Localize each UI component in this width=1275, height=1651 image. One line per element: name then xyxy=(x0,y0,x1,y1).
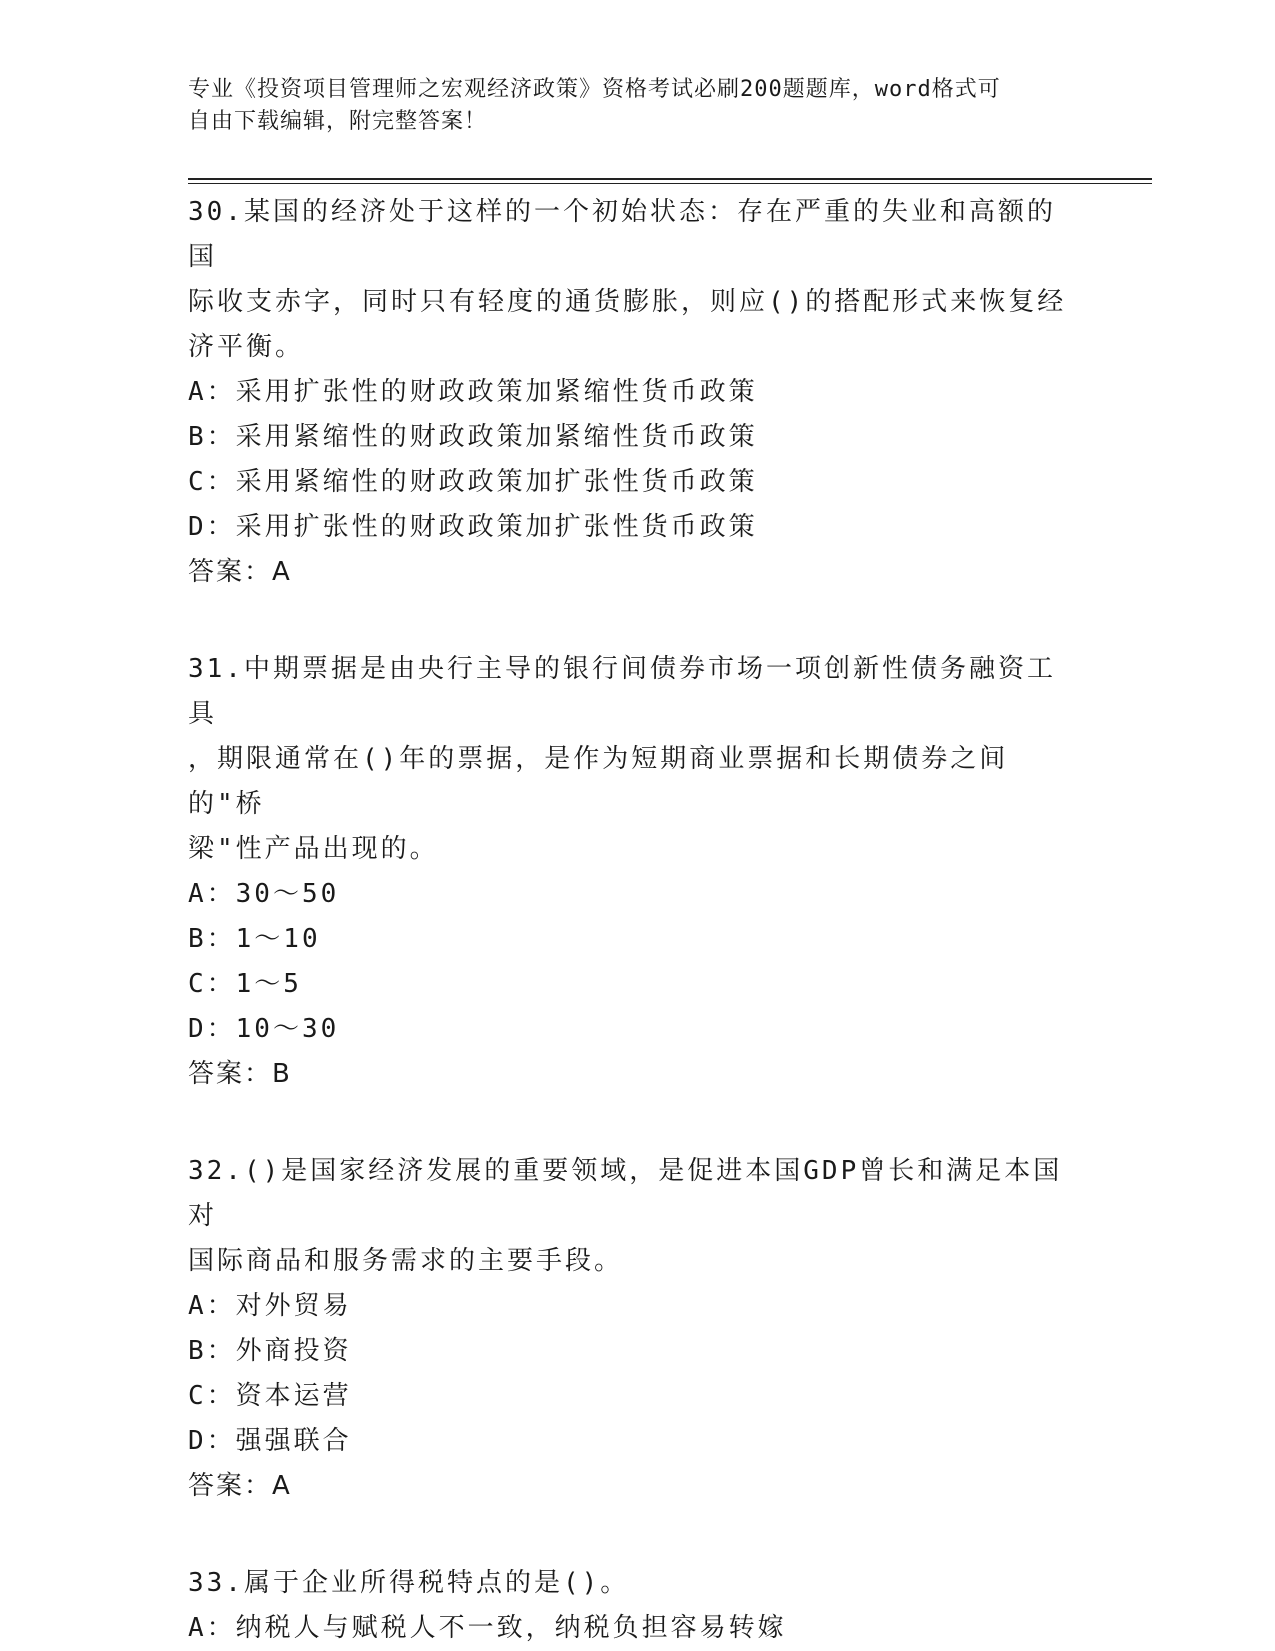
question-stem-line: 32.()是国家经济发展的重要领域，是促进本国GDP曾长和满足本国对 xyxy=(188,1156,1063,1231)
option-a: A：采用扩张性的财政政策加紧缩性货币政策 xyxy=(188,377,758,407)
option-c: C：采用紧缩性的财政政策加扩张性货币政策 xyxy=(188,467,758,497)
option-d: D：采用扩张性的财政政策加扩张性货币政策 xyxy=(188,512,758,542)
answer-line: 答案：B xyxy=(188,1059,292,1089)
answer-line: 答案：A xyxy=(188,1471,292,1501)
question-spacer xyxy=(188,1509,1068,1561)
answer-line: 答案：A xyxy=(188,557,292,587)
question-33 xyxy=(188,1561,1068,1651)
question-stem-line: ，期限通常在()年的票据，是作为短期商业票据和长期债券之间的"桥 xyxy=(188,744,1009,819)
question-spacer xyxy=(188,1097,1068,1149)
question-stem-line: 33.属于企业所得税特点的是()。 xyxy=(188,1568,630,1598)
document-header xyxy=(188,74,1068,138)
question-32 xyxy=(188,1149,1068,1509)
question-stem-line: 国际商品和服务需求的主要手段。 xyxy=(188,1246,624,1276)
header-divider-thick xyxy=(188,178,1152,180)
option-a: A：30～50 xyxy=(188,879,340,909)
option-d: D：10～30 xyxy=(188,1014,340,1044)
question-list xyxy=(188,190,1068,1651)
header-line-2: 自由下载编辑，附完整答案！ xyxy=(188,109,488,134)
question-spacer xyxy=(188,595,1068,647)
option-a: A：纳税人与赋税人不一致，纳税负担容易转嫁 xyxy=(188,1613,787,1643)
question-stem-line: 31.中期票据是由央行主导的银行间债券市场一项创新性债务融资工具 xyxy=(188,654,1056,729)
option-b: B：外商投资 xyxy=(188,1336,352,1366)
question-stem-line: 济平衡。 xyxy=(188,332,305,362)
option-b: B：采用紧缩性的财政政策加紧缩性货币政策 xyxy=(188,422,758,452)
question-stem-line: 30.某国的经济处于这样的一个初始状态：存在严重的失业和高额的国 xyxy=(188,197,1056,272)
header-divider-thin xyxy=(188,183,1152,184)
option-d: D：强强联合 xyxy=(188,1426,352,1456)
option-b: B：1～10 xyxy=(188,924,321,954)
question-stem-line: 际收支赤字，同时只有轻度的通货膨胀，则应()的搭配形式来恢复经 xyxy=(188,287,1067,317)
option-a: A：对外贸易 xyxy=(188,1291,352,1321)
question-stem-line: 梁"性产品出现的。 xyxy=(188,834,439,864)
option-c: C：资本运营 xyxy=(188,1381,352,1411)
option-c: C：1～5 xyxy=(188,969,302,999)
question-30 xyxy=(188,190,1068,595)
header-line-1: 专业《投资项目管理师之宏观经济政策》资格考试必刷200题题库，word格式可 xyxy=(188,77,1001,102)
question-31 xyxy=(188,647,1068,1097)
